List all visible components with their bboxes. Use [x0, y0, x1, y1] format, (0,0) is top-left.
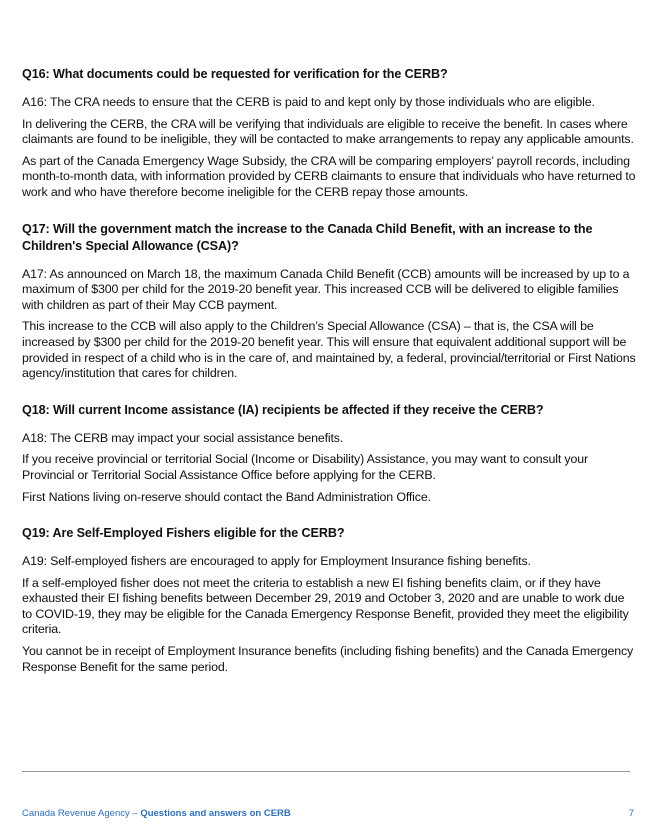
faq-section-q19: [22, 525, 636, 675]
answer-paragraph: A17: As announced on March 18, the maximum Canada Child Benefit (CCB) amounts will be increased by up to a maximum of $300 per child for the 2019-20 benefit year. This increased CCB will be delivered to eligible families with children as part of their May CCB payment.: [22, 266, 630, 312]
footer-separator: –: [129, 808, 141, 819]
answer-paragraph: A18: The CERB may impact your social assistance benefits.: [22, 430, 344, 445]
footer-document-title: Questions and answers on CERB: [140, 808, 291, 819]
question-heading: Q19: Are Self-Employed Fishers eligible for the CERB?: [22, 526, 345, 541]
question-heading: Q16: What documents could be requested for verification for the CERB?: [22, 67, 448, 81]
page-number: 7: [628, 808, 634, 819]
answer-paragraph: In delivering the CERB, the CRA will be verifying that individuals are eligible to receive the benefit. In cases where claimants are found to be ineligible, they will be contacted to make arrangements to repay any applicable amounts.: [22, 116, 634, 147]
faq-section-q17: [22, 221, 636, 382]
answer-paragraph: As part of the Canada Emergency Wage Subsidy, the CRA will be comparing employers’ payroll records, including month-to-month data, with information provided by CERB claimants to ensure that individuals who have returned to work and who have therefore become ineligible for the CERB repay those amounts.: [22, 153, 636, 199]
answer-paragraph: You cannot be in receipt of Employment Insurance benefits (including fishing benefits) and the Canada Emergency Response Benefit for the same period.: [22, 644, 634, 674]
faq-section-q16: [22, 66, 636, 201]
answer-paragraph: If you receive provincial or territorial Social (Income or Disability) Assistance, you may want to consult your Provincial or Territorial Social Assistance Office before applying for the CERB.: [22, 452, 588, 482]
answer-paragraph: A16: The CRA needs to ensure that the CERB is paid to and kept only by those individuals who are eligible.: [22, 95, 595, 109]
answer-paragraph: First Nations living on-reserve should contact the Band Administration Office.: [22, 489, 431, 504]
question-heading: Q17: Will the government match the increase to the Canada Child Benefit, with an increase to the Children's Special Allowance (CSA)?: [22, 221, 593, 253]
footer-agency: Canada Revenue Agency: [22, 808, 130, 819]
answer-paragraph: This increase to the CCB will also apply to the Children’s Special Allowance (CSA) – that is, the CSA will be increased by $300 per child for the 2019-20 benefit year. This will ensure that equivalent additional support will be provided in respect of a child who is in the care of, and maintained by, a federal, provincial/territorial or First Nations agency/institution that cares for children.: [22, 319, 636, 381]
answer-paragraph: A19: Self-employed fishers are encouraged to apply for Employment Insurance fishing benefits.: [22, 554, 531, 569]
footer-divider: [22, 771, 630, 772]
answer-paragraph: If a self-employed fisher does not meet the criteria to establish a new EI fishing benefits claim, or if they have exhausted their EI fishing benefits between December 29, 2019 and October 3, 2020 and are unable to work due to COVID-19, they may be eligible for the Canada Emergency Response Benefit, provided they meet the eligibility criteria.: [22, 575, 629, 637]
document-body: [22, 66, 636, 695]
faq-section-q18: [22, 402, 636, 505]
question-heading: Q18: Will current Income assistance (IA) recipients be affected if they receive the CERB?: [22, 402, 544, 417]
page-footer: [22, 808, 634, 819]
